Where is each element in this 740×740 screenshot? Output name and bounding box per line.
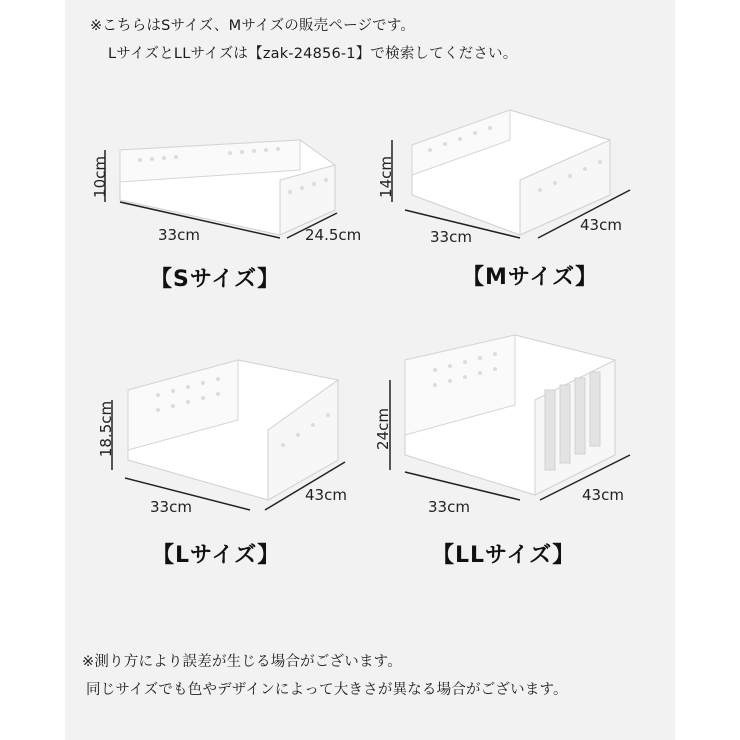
dim-height-m: 14cm	[376, 156, 395, 198]
dim-height-ll: 24cm	[373, 408, 392, 450]
note-bottom-line2: 同じサイズでも色やデザインによって大きさが異なる場合がございます。	[86, 682, 568, 698]
dim-depth-m: 43cm	[580, 216, 622, 234]
dimension-lines-ll	[380, 360, 640, 550]
dim-depth-s: 24.5cm	[305, 226, 362, 244]
dim-width-ll: 33cm	[428, 498, 470, 516]
dim-width-m: 33cm	[430, 228, 472, 246]
dimension-lines-m	[380, 120, 640, 280]
size-label-s: 【Sサイズ】	[150, 267, 281, 292]
note-bottom-line1: ※測り方により誤差が生じる場合がございます。	[82, 654, 402, 670]
dim-depth-l: 43cm	[305, 486, 347, 504]
dim-height-s: 10cm	[90, 156, 109, 198]
dimension-lines-s	[95, 120, 355, 270]
note-top-line2: LサイズとLLサイズは【zak-24856-1】で検索してください。	[108, 46, 518, 62]
dim-depth-ll: 43cm	[582, 486, 624, 504]
note-top-line1: ※こちらはSサイズ、Mサイズの販売ページです。	[90, 18, 416, 34]
dim-height-l: 18.5cm	[97, 400, 116, 458]
dimension-lines-l	[100, 370, 360, 550]
size-label-ll: 【LLサイズ】	[432, 543, 576, 568]
size-label-l: 【Lサイズ】	[152, 543, 281, 568]
dim-width-l: 33cm	[150, 498, 192, 516]
size-label-m: 【Mサイズ】	[462, 265, 599, 290]
dim-width-s: 33cm	[158, 226, 200, 244]
